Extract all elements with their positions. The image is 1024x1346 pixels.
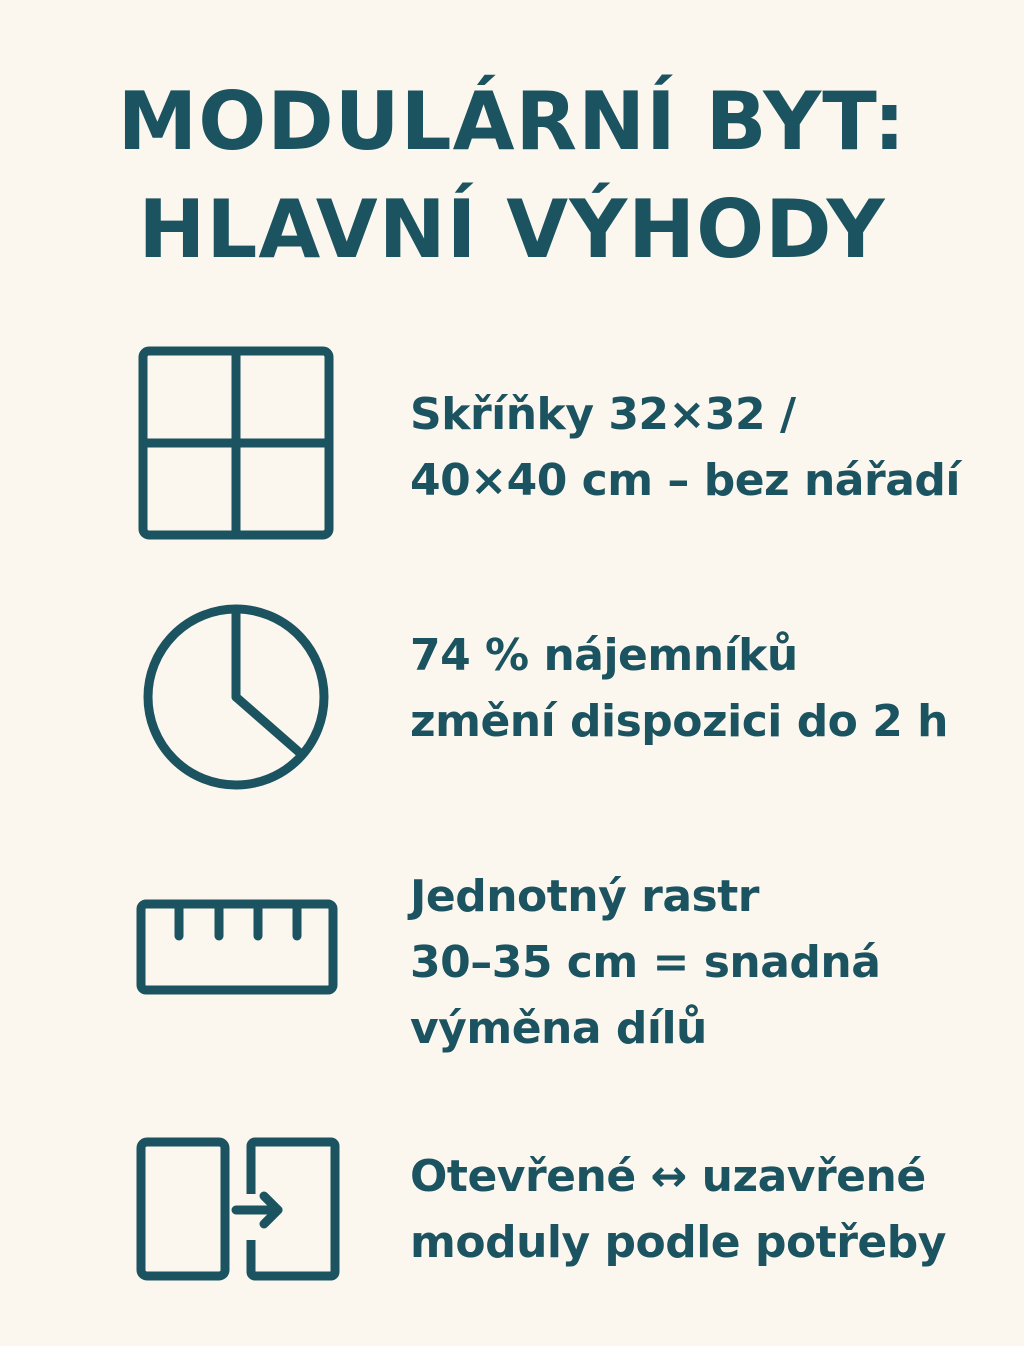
swap-modules-icon [130, 1136, 342, 1282]
pie-chart-icon [130, 603, 340, 793]
benefit-line: moduly podle potřeby [410, 1217, 946, 1268]
ruler-icon [130, 898, 342, 998]
title-line-2: HLAVNÍ VÝHODY [138, 183, 886, 276]
grid-icon [130, 345, 340, 545]
benefit-line: 74 % nájemníků [410, 630, 798, 681]
benefit-line: 30–35 cm = snadná [410, 937, 881, 988]
page-title [0, 68, 1024, 284]
benefit-text [410, 1144, 990, 1276]
benefit-text [410, 623, 990, 755]
benefit-line: Skříňky 32×32 / [410, 389, 796, 440]
benefit-line: výměna dílů [410, 1003, 707, 1054]
benefit-line: Jednotný rastr [410, 871, 759, 922]
benefit-text [410, 864, 990, 1062]
benefit-line: Otevřené ↔ uzavřené [410, 1151, 926, 1202]
benefit-line: 40×40 cm – bez nářadí [410, 455, 960, 506]
benefit-line: změní dispozici do 2 h [410, 696, 948, 747]
title-line-1: MODULÁRNÍ BYT: [117, 75, 907, 168]
benefit-text [410, 382, 990, 514]
